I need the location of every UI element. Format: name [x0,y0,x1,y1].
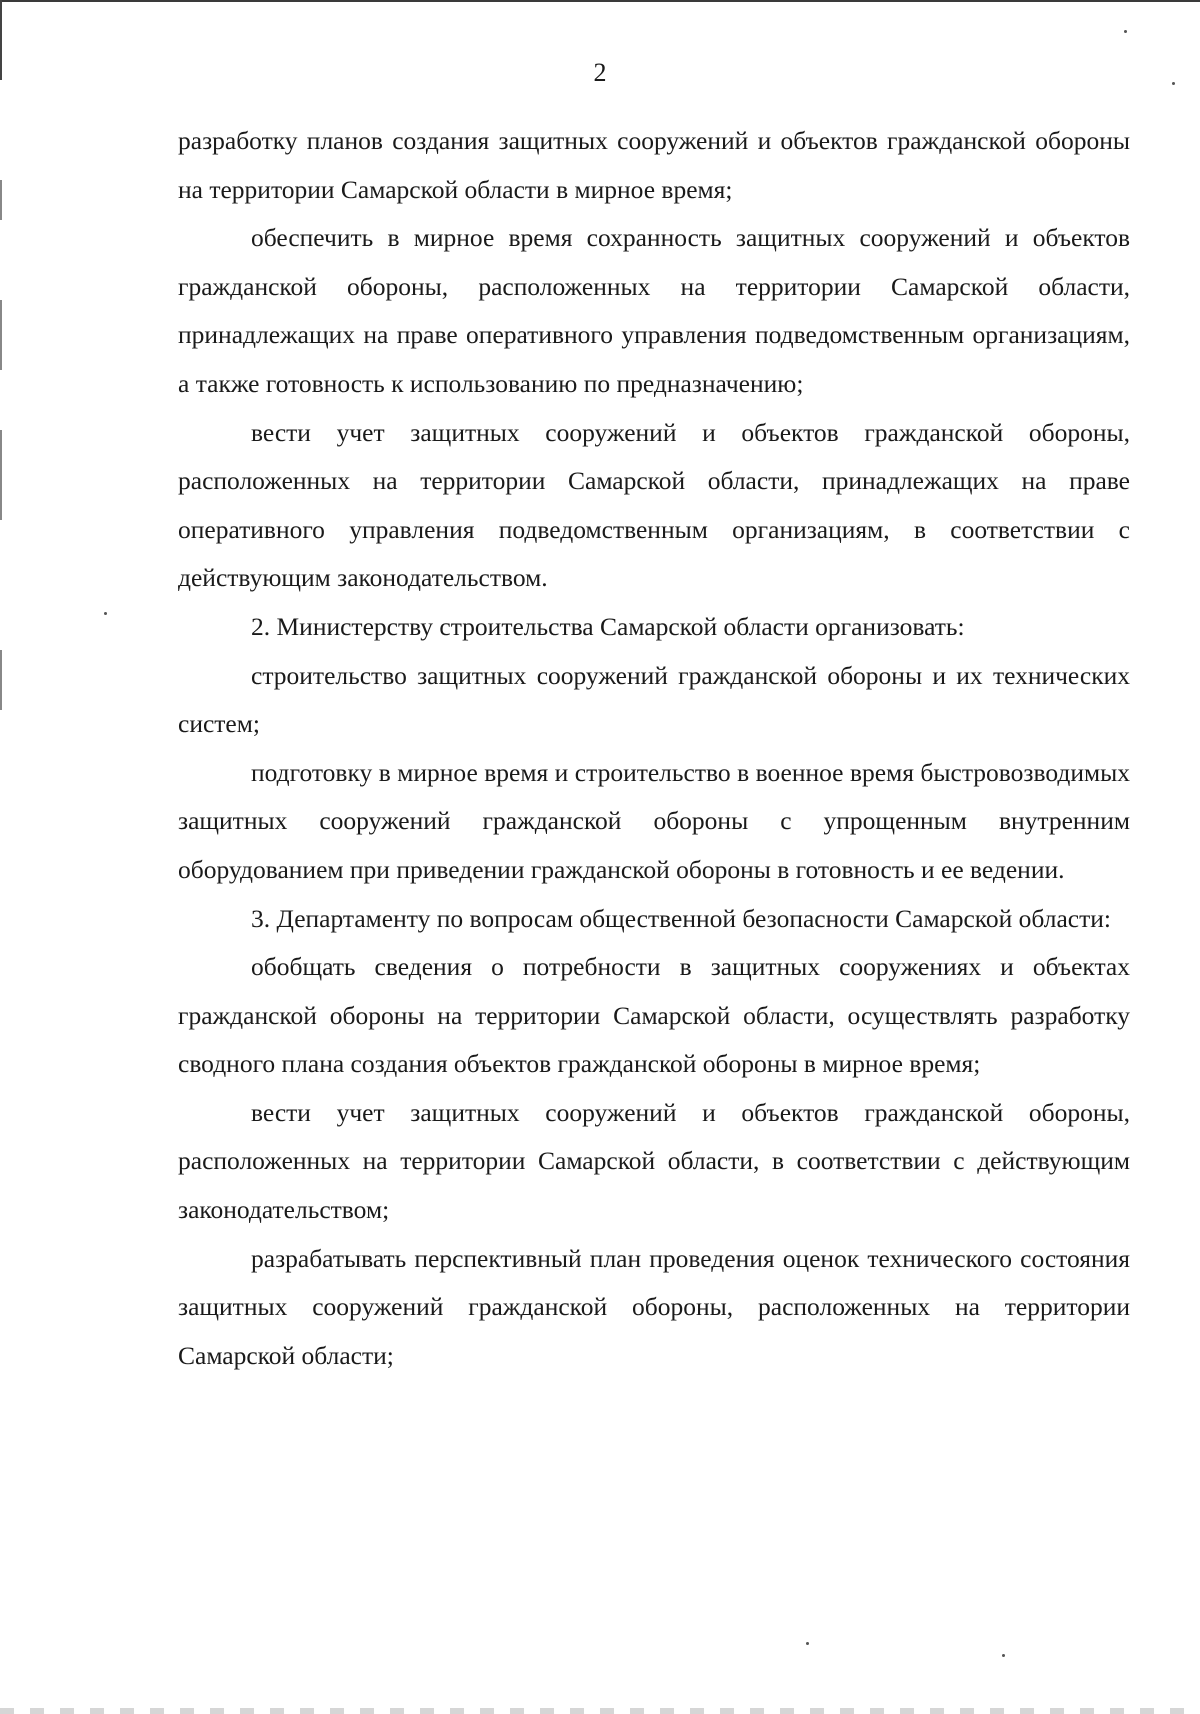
paragraph: вести учет защитных сооружений и объектов гражданской обороны, расположенных на территории Самарской области, принадлежащих на праве оперативного управления подведомственным организациям, в соответствии с действующим законодательством. [178,417,1130,593]
document-body [178,117,1130,1380]
scan-speck [104,612,107,615]
paragraph: 3. Департаменту по вопросам общественной безопасности Самарской области: [251,903,1111,933]
paragraph: разработку планов создания защитных сооружений и объектов гражданской обороны на территории Самарской области в мирное время; [178,126,1130,204]
scan-edge-mark [0,300,2,370]
scan-speck [1124,30,1127,33]
paragraph: 2. Министерству строительства Самарской области организовать: [251,611,965,641]
paragraph: вести учет защитных сооружений и объектов гражданской обороны, расположенных на территории Самарской области, в соответствии с действующим законодательством; [178,1097,1130,1225]
scan-edge-mark [0,430,2,520]
scan-edge-top [0,0,1200,2]
scan-speck [806,1642,809,1645]
scan-speck [1002,1654,1005,1657]
paragraph: обобщать сведения о потребности в защитных сооружениях и объектах гражданской обороны на территории Самарской области, осуществлять разработку сводного плана создания объектов гражданской обороны в мирное время; [178,952,1130,1079]
paragraph: подготовку в мирное время и строительство в военное время быстровозводимых защитных сооружений гражданской обороны с упрощенным внутренним оборудованием при приведении гражданской обороны в готовность и ее ведении. [178,757,1130,884]
scan-edge-mark [0,650,2,710]
paragraph: строительство защитных сооружений гражданской обороны и их технических систем; [178,660,1130,739]
scan-edge-mark [0,180,2,220]
scan-edge-bottom [0,1708,1200,1714]
page-number: 2 [593,58,607,87]
paragraph: обеспечить в мирное время сохранность защитных сооружений и объектов гражданской обороны, расположенных на территории Самарской области, принадлежащих на праве оперативного управления подведомственным организациям, а также готовность к использованию по предназначению; [178,223,1130,398]
paragraph: разрабатывать перспективный план проведения оценок технического состояния защитных сооружений гражданской обороны, расположенных на территории Самарской области; [178,1243,1130,1370]
